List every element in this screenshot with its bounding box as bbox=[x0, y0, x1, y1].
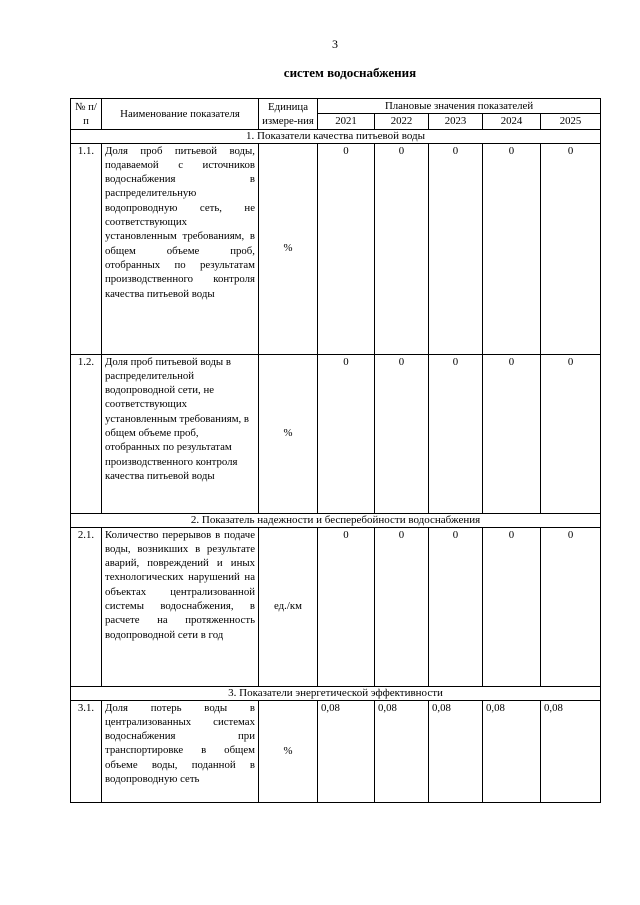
value-cell: 0 bbox=[541, 143, 601, 354]
value-cell: 0 bbox=[429, 354, 483, 513]
value-cell: 0 bbox=[541, 527, 601, 686]
value-cell: 0 bbox=[429, 143, 483, 354]
value-cell: 0,08 bbox=[483, 700, 541, 802]
header-year: 2021 bbox=[318, 114, 375, 129]
indicators-table bbox=[70, 98, 601, 803]
table-row bbox=[71, 527, 601, 686]
row-number: 3.1. bbox=[71, 700, 102, 802]
row-number: 1.2. bbox=[71, 354, 102, 513]
indicator-name: Доля потерь воды в централизованных системах водоснабжения при транспортировке в общем объеме воды, поданной в водопроводную сеть bbox=[102, 700, 259, 802]
row-number: 2.1. bbox=[71, 527, 102, 686]
header-year: 2023 bbox=[429, 114, 483, 129]
unit-cell: % bbox=[259, 700, 318, 802]
header-row bbox=[71, 99, 601, 114]
value-cell: 0 bbox=[375, 143, 429, 354]
table-row bbox=[71, 700, 601, 802]
value-cell: 0 bbox=[318, 354, 375, 513]
value-cell: 0 bbox=[318, 527, 375, 686]
unit-cell: ед./км bbox=[259, 527, 318, 686]
header-name: Наименование показателя bbox=[102, 99, 259, 130]
header-num: № п/п bbox=[71, 99, 102, 130]
row-number: 1.1. bbox=[71, 143, 102, 354]
header-plan: Плановые значения показателей bbox=[318, 99, 601, 114]
unit-cell: % bbox=[259, 354, 318, 513]
value-cell: 0,08 bbox=[541, 700, 601, 802]
section-header bbox=[71, 513, 601, 527]
document-title: систем водоснабжения bbox=[283, 65, 417, 80]
section-header bbox=[71, 686, 601, 700]
unit-cell: % bbox=[259, 143, 318, 354]
value-cell: 0 bbox=[318, 143, 375, 354]
section-title: 1. Показатели качества питьевой воды bbox=[71, 129, 601, 143]
value-cell: 0,08 bbox=[429, 700, 483, 802]
indicator-name: Количество перерывов в подаче воды, возникших в результате аварий, повреждений и иных технологических нарушений на объектах централизованной системы водоснабжения, в расчете на протяженность водопроводной сети в год bbox=[102, 527, 259, 686]
section-title: 3. Показатели энергетической эффективности bbox=[71, 686, 601, 700]
value-cell: 0 bbox=[483, 143, 541, 354]
indicator-name: Доля проб питьевой воды, подаваемой с источников водоснабжения в распределительную водопроводную сеть, не соответствующих установленным требованиям, в общем объеме проб, отобранных по результатам производственного контроля качества питьевой воды bbox=[102, 143, 259, 354]
value-cell: 0,08 bbox=[318, 700, 375, 802]
page-number: 3 bbox=[332, 37, 338, 51]
value-cell: 0 bbox=[483, 527, 541, 686]
header-year: 2024 bbox=[483, 114, 541, 129]
header-year: 2022 bbox=[375, 114, 429, 129]
header-unit: Единица измере-ния bbox=[259, 99, 318, 130]
section-header bbox=[71, 129, 601, 143]
value-cell: 0 bbox=[375, 527, 429, 686]
value-cell: 0 bbox=[429, 527, 483, 686]
value-cell: 0 bbox=[375, 354, 429, 513]
value-cell: 0 bbox=[483, 354, 541, 513]
header-year: 2025 bbox=[541, 114, 601, 129]
indicator-name: Доля проб питьевой воды в распределительной водопроводной сети, не соответствующих установленным требованиям, в общем объеме проб, отобранных по результатам производственного контроля качества питьевой воды bbox=[102, 354, 259, 513]
table-row bbox=[71, 143, 601, 354]
value-cell: 0 bbox=[541, 354, 601, 513]
value-cell: 0,08 bbox=[375, 700, 429, 802]
table-row bbox=[71, 354, 601, 513]
section-title: 2. Показатель надежности и бесперебойности водоснабжения bbox=[71, 513, 601, 527]
